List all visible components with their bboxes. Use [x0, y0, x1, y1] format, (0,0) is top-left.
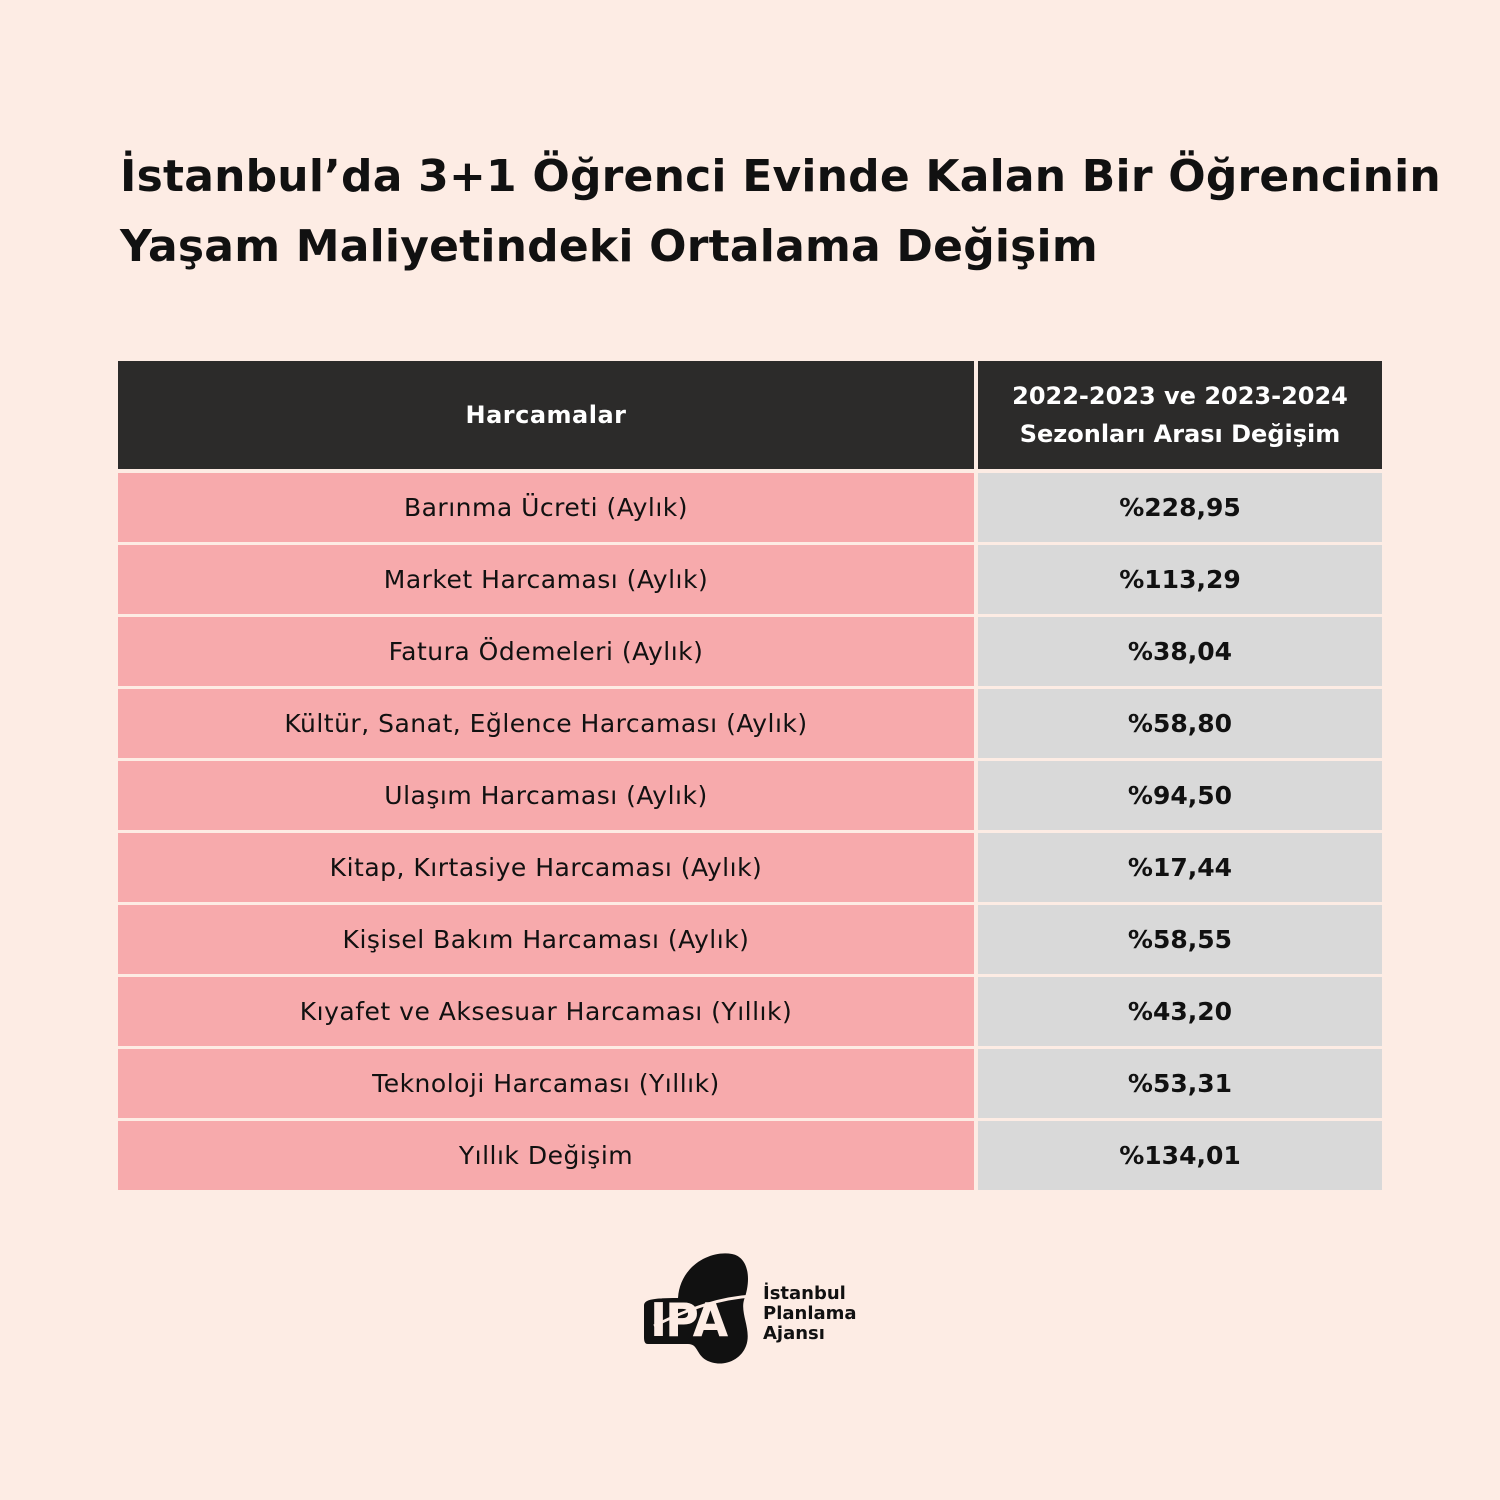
row-label: Fatura Ödemeleri (Aylık) — [118, 617, 974, 686]
header-expenses: Harcamalar — [118, 361, 974, 469]
row-value: %58,55 — [978, 905, 1382, 974]
row-label: Kitap, Kırtasiye Harcaması (Aylık) — [118, 833, 974, 902]
row-label: Kişisel Bakım Harcaması (Aylık) — [118, 905, 974, 974]
row-value: %113,29 — [978, 545, 1382, 614]
row-label: Market Harcaması (Aylık) — [118, 545, 974, 614]
table-row — [118, 761, 1382, 830]
row-value: %17,44 — [978, 833, 1382, 902]
row-value: %228,95 — [978, 473, 1382, 542]
row-value: %43,20 — [978, 977, 1382, 1046]
header-change-line-1: 2022-2023 ve 2023-2024 — [1012, 382, 1348, 410]
table-header-row — [118, 361, 1382, 469]
row-value: %38,04 — [978, 617, 1382, 686]
title-line-2: Yaşam Maliyetindeki Ortalama Değişim — [120, 221, 1098, 272]
row-value: %58,80 — [978, 689, 1382, 758]
cost-change-table — [118, 361, 1382, 1193]
table-row — [118, 977, 1382, 1046]
row-value: %134,01 — [978, 1121, 1382, 1190]
header-change — [978, 361, 1382, 469]
table-row — [118, 1049, 1382, 1118]
table-row — [118, 689, 1382, 758]
header-change-line-2: Sezonları Arası Değişim — [1019, 420, 1341, 448]
table-row — [118, 473, 1382, 542]
table-row — [118, 1121, 1382, 1190]
logo-text — [763, 1284, 857, 1344]
row-label: Ulaşım Harcaması (Aylık) — [118, 761, 974, 830]
row-label: Kıyafet ve Aksesuar Harcaması (Yıllık) — [118, 977, 974, 1046]
row-label: Yıllık Değişim — [118, 1121, 974, 1190]
logo-mark: İPA — [650, 1293, 727, 1347]
table-row — [118, 617, 1382, 686]
title-line-1: İstanbul’da 3+1 Öğrenci Evinde Kalan Bir Öğrencinin — [120, 151, 1441, 202]
row-value: %53,31 — [978, 1049, 1382, 1118]
table-row — [118, 905, 1382, 974]
table-row — [118, 833, 1382, 902]
row-label: Kültür, Sanat, Eğlence Harcaması (Aylık) — [118, 689, 974, 758]
table-row — [118, 545, 1382, 614]
row-label: Barınma Ücreti (Aylık) — [118, 473, 974, 542]
row-value: %94,50 — [978, 761, 1382, 830]
logo-text-line-1: İstanbul — [763, 1283, 846, 1304]
row-label: Teknoloji Harcaması (Yıllık) — [118, 1049, 974, 1118]
logo-text-line-3: Ajansı — [763, 1323, 825, 1344]
page-title — [120, 142, 1441, 282]
logo-text-line-2: Planlama — [763, 1303, 857, 1324]
